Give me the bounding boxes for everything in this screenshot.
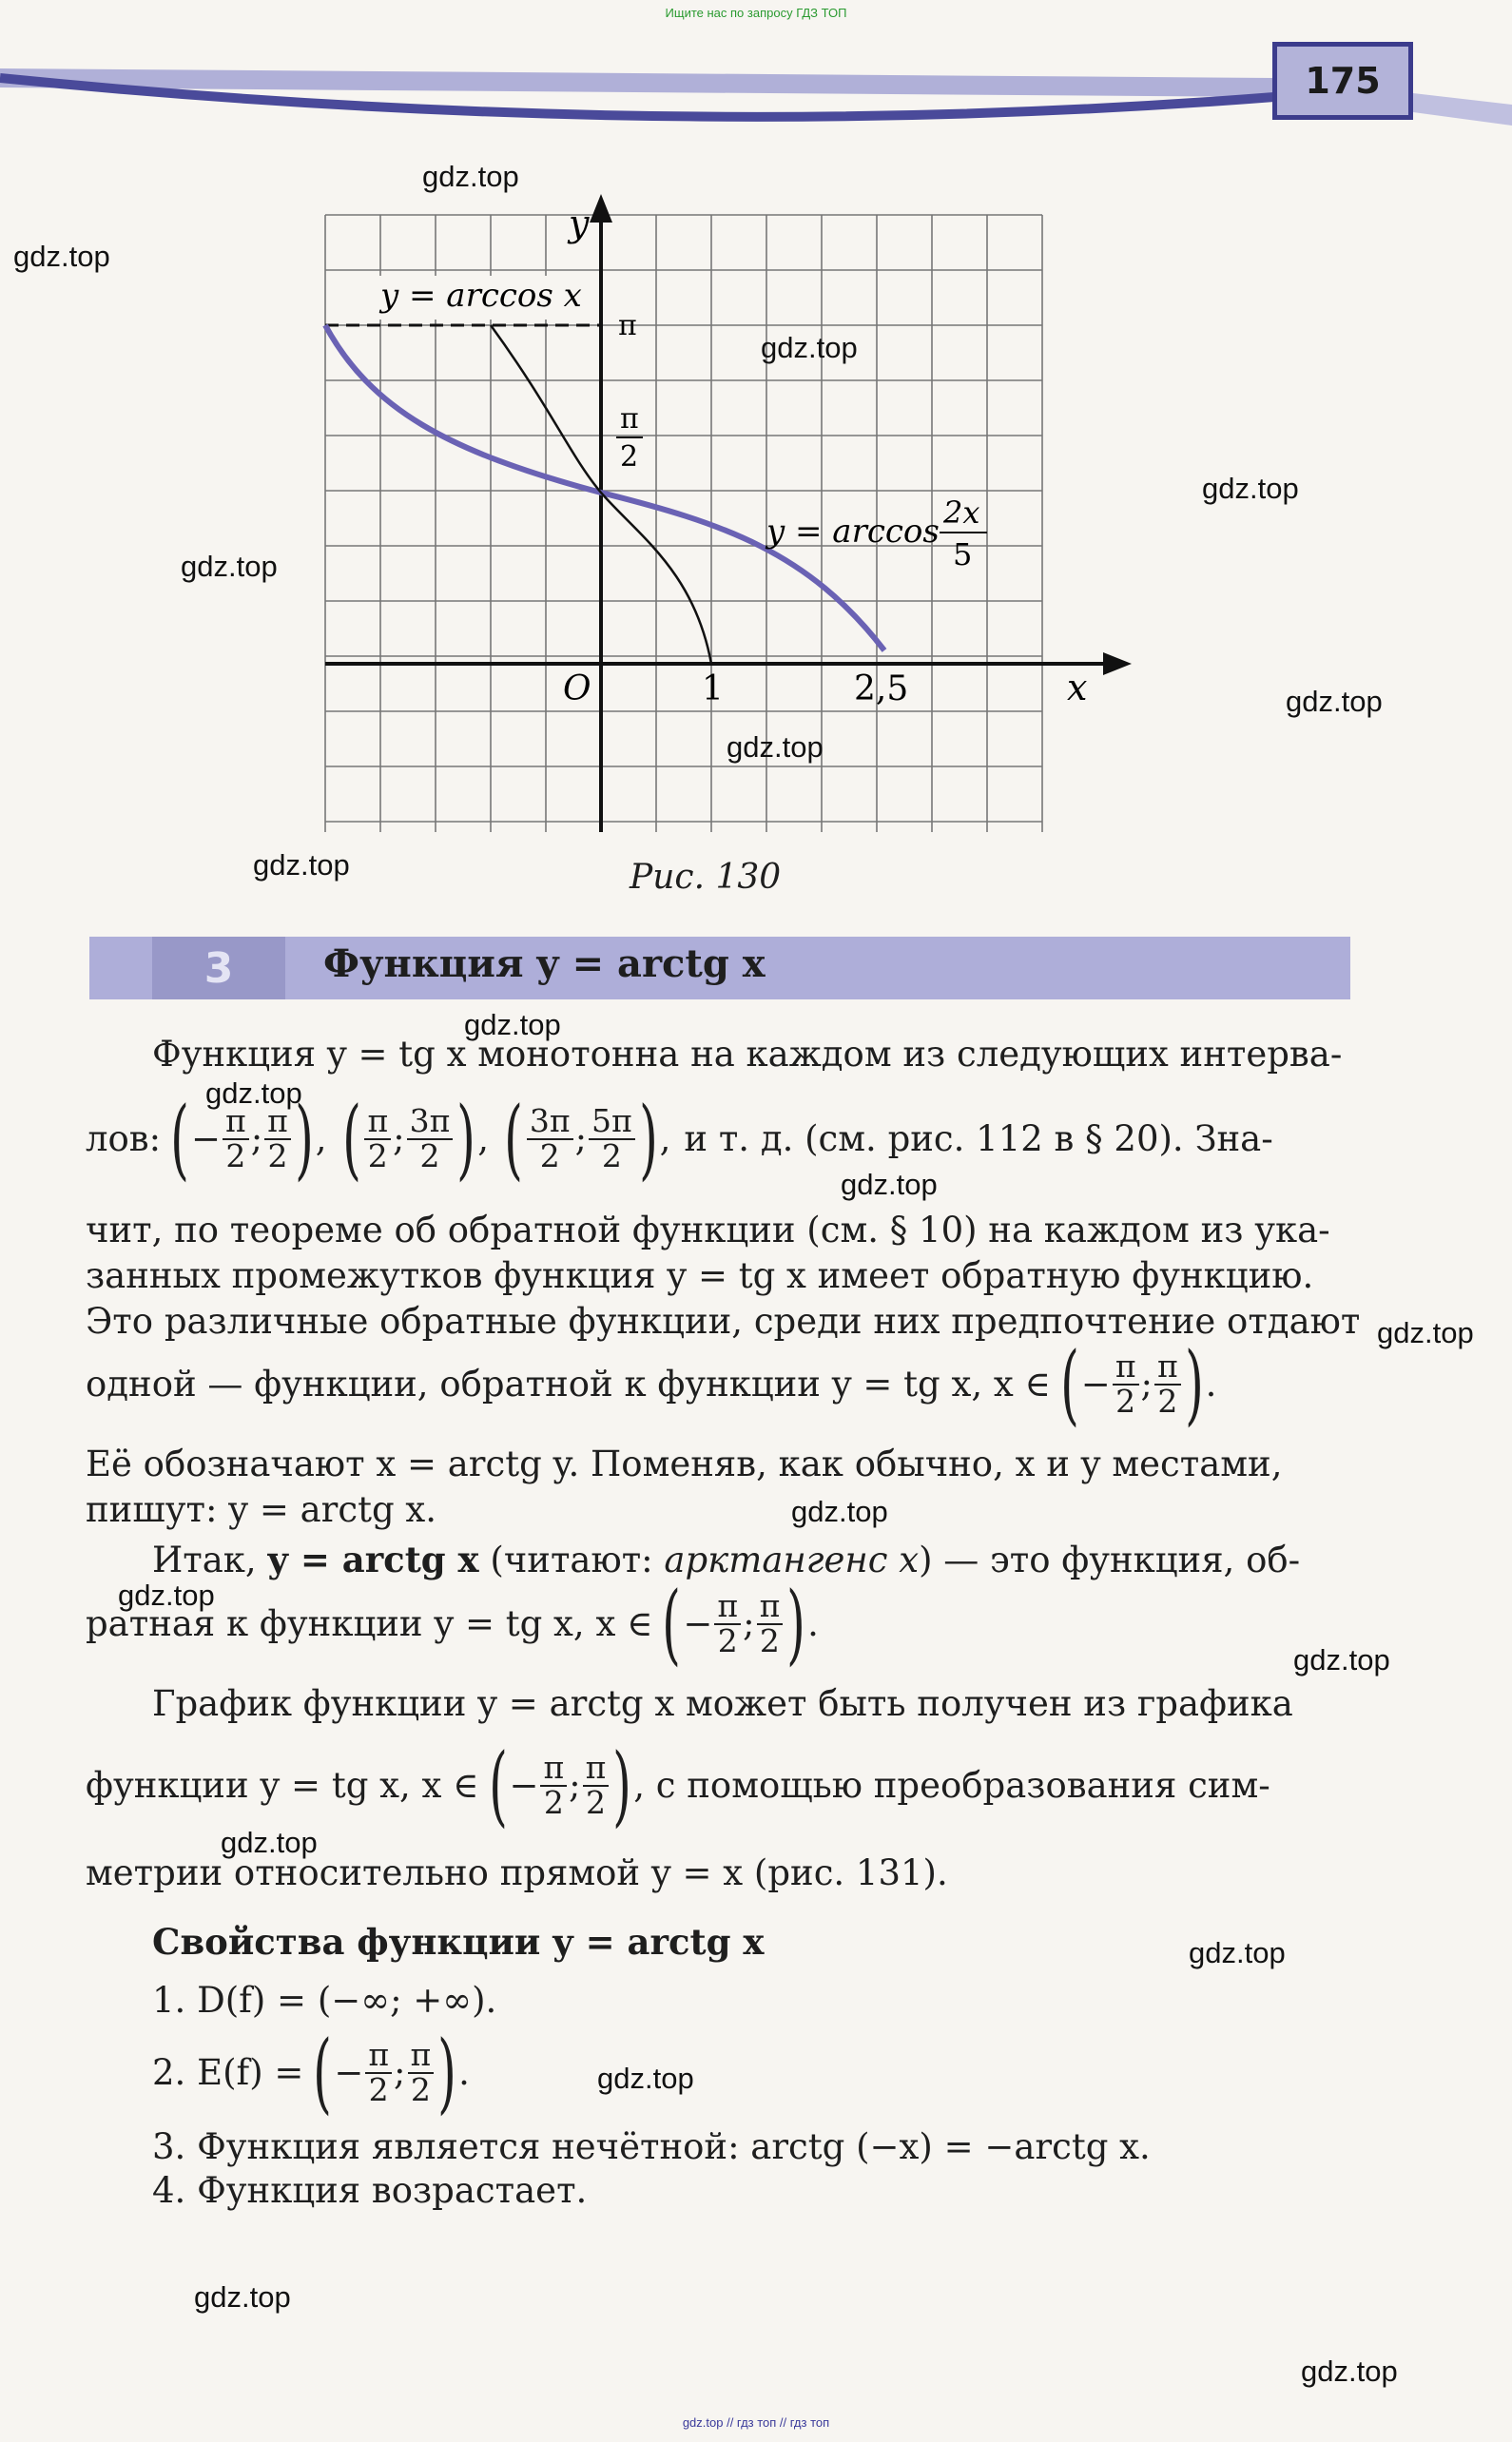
- y-axis-label: y: [569, 203, 590, 244]
- tick-pi: π: [618, 309, 637, 342]
- watermark: gdz.top: [1286, 685, 1383, 718]
- watermark: gdz.top: [1202, 472, 1299, 505]
- label-arccos-2x5-num: 2x: [943, 494, 980, 531]
- tick-two-five: 2,5: [854, 669, 909, 708]
- watermark: gdz.top: [1293, 1643, 1390, 1676]
- watermark: gdz.top: [597, 2062, 694, 2095]
- watermark: gdz.top: [1189, 1936, 1286, 1969]
- label-arccos-2x5-den: 5: [953, 536, 973, 572]
- prop-3: 3. Функция является нечётной: arctg (−x) = −arctg x.: [152, 2126, 1151, 2167]
- p1-line3: чит, по теореме об обратной функции (см. § 10) на каждом из ука-: [86, 1210, 1330, 1250]
- tick-one: 1: [702, 669, 724, 708]
- p1-line7: Её обозначают x = arctg y. Поменяв, как обычно, x и y местами,: [86, 1444, 1283, 1484]
- x-axis-label: x: [1067, 667, 1088, 708]
- interval-3: ( $\frac{3\pi}{2}$ ; $\frac{5\pi}{2}$ ) ,: [504, 1088, 671, 1190]
- p1-line1: Функция y = tg x монотонна на каждом из следующих интерва-: [152, 1034, 1343, 1075]
- watermark: gdz.top: [221, 1826, 318, 1859]
- interval-2: ( $\frac{\pi}{2}$ ; $\frac{3\pi}{2}$ ) ,: [341, 1088, 489, 1190]
- prop-1: 1. D(f) = (−∞; +∞).: [152, 1980, 497, 2021]
- watermark: gdz.top: [761, 331, 858, 364]
- range-interval: ( − $\frac{\pi}{2}$ ; $\frac{\pi}{2}$ ) .: [313, 2022, 470, 2123]
- p1-line8: пишут: y = arctg x.: [86, 1489, 437, 1530]
- watermark: gdz.top: [422, 160, 519, 193]
- interval-main-3: ( − $\frac{\pi}{2}$ ; $\frac{\pi}{2}$ ): [488, 1735, 632, 1836]
- p2-line1: Итак, y = arctg x (читают: арктангенс x) — это функция, об-: [152, 1539, 1301, 1580]
- label-arccos-x: y = arccos x: [380, 277, 582, 315]
- watermark: gdz.top: [1377, 1316, 1474, 1349]
- section-title: Функция y = arctg x: [323, 941, 766, 986]
- watermark: gdz.top: [791, 1495, 888, 1528]
- watermark: gdz.top: [205, 1076, 302, 1110]
- props-title: Свойства функции y = arctg x: [152, 1921, 765, 1963]
- origin-label: O: [563, 669, 591, 708]
- p3-line3: метрии относительно прямой y = x (рис. 131).: [86, 1852, 948, 1893]
- tick-half-pi-den: 2: [620, 440, 639, 474]
- p3-line1: График функции y = arctg x может быть получен из графика: [152, 1683, 1293, 1724]
- p1-line6: одной — функции, обратной к функции y = tg x, x ∈ ( − $\frac{\pi}{2}$ ; $\frac{\pi}{2}$ ) .: [86, 1333, 1217, 1435]
- interval-1: ( − $\frac{\pi}{2}$ ; $\frac{\pi}{2}$ ) ,: [170, 1088, 327, 1190]
- tick-half-pi-num: π: [620, 402, 639, 436]
- bottom-note: gdz.top // гдз топ // гдз топ: [682, 2415, 830, 2430]
- prop-2: 2. E(f) = ( − $\frac{\pi}{2}$ ; $\frac{\pi}{2}$ ) .: [152, 2022, 470, 2123]
- watermark: gdz.top: [727, 730, 824, 764]
- watermark: gdz.top: [841, 1168, 938, 1201]
- label-arccos-2x5: y = arccos: [766, 513, 940, 551]
- page-number: 175: [1272, 42, 1413, 120]
- section-number: 3: [152, 937, 285, 999]
- figure-caption: Рис. 130: [630, 858, 782, 897]
- top-note: Ищите нас по запросу ГДЗ ТОП: [665, 6, 847, 20]
- interval-main-1: ( − $\frac{\pi}{2}$ ; $\frac{\pi}{2}$ ) .: [1059, 1333, 1217, 1435]
- interval-main-2: ( − $\frac{\pi}{2}$ ; $\frac{\pi}{2}$ ) .: [662, 1573, 819, 1675]
- p1-line2-end: и т. д. (см. рис. 112 в § 20). Зна-: [684, 1118, 1273, 1159]
- watermark: gdz.top: [1301, 2355, 1398, 2388]
- watermark: gdz.top: [118, 1579, 215, 1612]
- p1-line5: Это различные обратные функции, среди них предпочтение отдают: [86, 1301, 1361, 1342]
- watermark: gdz.top: [13, 240, 110, 273]
- p1-line4: занных промежутков функция y = tg x имеет обратную функцию.: [86, 1255, 1314, 1296]
- x-axis-arrow: [1103, 652, 1132, 675]
- p2-line2: ратная к функции y = tg x, x ∈ ( − $\frac{\pi}{2}$ ; $\frac{\pi}{2}$ ) .: [86, 1573, 819, 1675]
- p3-line2: функции y = tg x, x ∈ ( − $\frac{\pi}{2}$ ; $\frac{\pi}{2}$ ) , с помощью преобразования сим-: [86, 1735, 1270, 1836]
- prop-4: 4. Функция возрастает.: [152, 2170, 588, 2211]
- y-axis-arrow: [590, 194, 612, 223]
- watermark: gdz.top: [253, 848, 350, 882]
- watermark: gdz.top: [194, 2280, 291, 2314]
- p1-line2-start: лов:: [86, 1118, 162, 1159]
- figure-130: [314, 190, 1132, 856]
- watermark: gdz.top: [464, 1008, 561, 1041]
- watermark: gdz.top: [181, 550, 278, 583]
